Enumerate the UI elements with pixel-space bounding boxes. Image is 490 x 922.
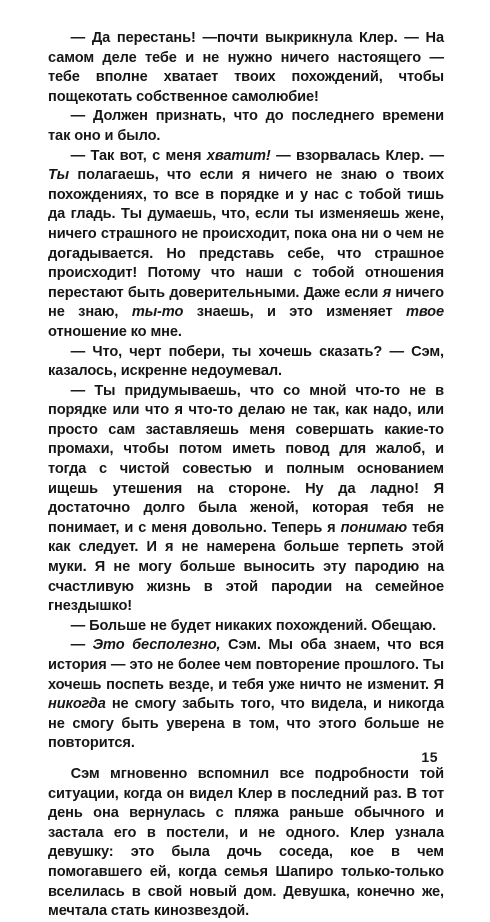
italic-run: никогда bbox=[48, 696, 106, 713]
text-run: не смогу забыть того, что видела, и никогда не смогу быть уверена в том, что этого больше не повторится. bbox=[48, 696, 444, 752]
paragraph bbox=[48, 343, 444, 382]
paragraph bbox=[48, 617, 444, 637]
italic-run: понимаю bbox=[340, 519, 407, 536]
italic-run: Это бесполезно, bbox=[92, 637, 221, 654]
text-run: — Да перестань! — bbox=[70, 30, 217, 46]
text-run: ничего не знаю, bbox=[48, 284, 445, 321]
italic-run: ты-то bbox=[131, 304, 184, 321]
italic-run: твое bbox=[405, 304, 445, 321]
paragraph bbox=[48, 382, 444, 617]
paragraph bbox=[48, 636, 444, 754]
italic-run: я bbox=[382, 284, 392, 301]
text-run: — Больше не будет никаких похождений. Обещаю. bbox=[70, 617, 437, 634]
paragraph bbox=[48, 147, 444, 343]
text-run: Сэм. Мы оба знаем, что вся история — это не более чем повторение прошлого. Ты хочешь поспеть везде, и тебя уже ничто не изменит. Я bbox=[48, 637, 444, 693]
italic-run: Ты bbox=[48, 167, 69, 184]
text-run: — Должен признать, что до последнего времени так оно и было. bbox=[48, 108, 444, 144]
text-run: — bbox=[70, 637, 93, 654]
text-run: — Ты придумываешь, что со мной что-то не в порядке или что я что-то делаю не так, как надо, или просто сам заставляешь меня совершать какие-то промахи, чтобы потом иметь повод для жалоб, и тогда с чистой совестью и полным основанием ищешь утешения на стороне. Ну да ладно! Я достаточно долго была женой, которая тебя не понимает, и с меня довольно. Теперь я bbox=[48, 382, 444, 536]
italic-run: хватит! bbox=[206, 147, 271, 164]
text-run: тебя как следует. И я не намерена больше терпеть этой муки. Я не могу больше выносить эту пародию на счастливую жизнь в этой пародии на семейное гнездышко! bbox=[48, 519, 444, 615]
text-run: почти выкрикнула Клер. — На самом деле тебе и не нужно ничего настоящего — тебе вполне хватает твоих похождений, чтобы пощекотать собственное самолюбие! bbox=[48, 30, 444, 105]
paragraph bbox=[48, 765, 444, 922]
text-run: — Так вот, с меня bbox=[70, 147, 207, 164]
text-run: отношение ко мне. bbox=[48, 323, 182, 340]
text-run: — взорвалась Клер. — bbox=[270, 147, 444, 164]
page-text bbox=[48, 29, 444, 922]
text-run: — Что, черт побери, ты хочешь сказать? — Сэм, казалось, искренне недоумевал. bbox=[48, 343, 444, 380]
paragraph bbox=[48, 107, 444, 146]
text-run: Сэм мгновенно вспомнил все подробности той ситуации, когда он видел Клер в последний раз. В тот день она вернулась с пляжа раньше обычного и застала его в постели, и не одного. Клер узнала девушку: это была дочь соседа, кое в чем помогавшего ей, когда семья Шапиро только-только вселилась в свой новый дом. Девушка, конечно же, мечтала стать кинозвездой. bbox=[48, 765, 444, 920]
text-run: знаешь, и это изменяет bbox=[183, 304, 406, 321]
page-number: 15 bbox=[421, 749, 438, 765]
paragraph bbox=[48, 29, 444, 107]
text-run: полагаешь, что если я ничего не знаю о твоих похождениях, то все в порядке и у нас с тобой тишь да гладь. Ты думаешь, что, если ты изменяешь жене, ничего страшного не происходит, пока она ни о чем не догадывается. Но представь себе, что страшное происходит! Потому что наши с тобой отношения перестают быть доверительными. Даже если bbox=[48, 167, 444, 301]
